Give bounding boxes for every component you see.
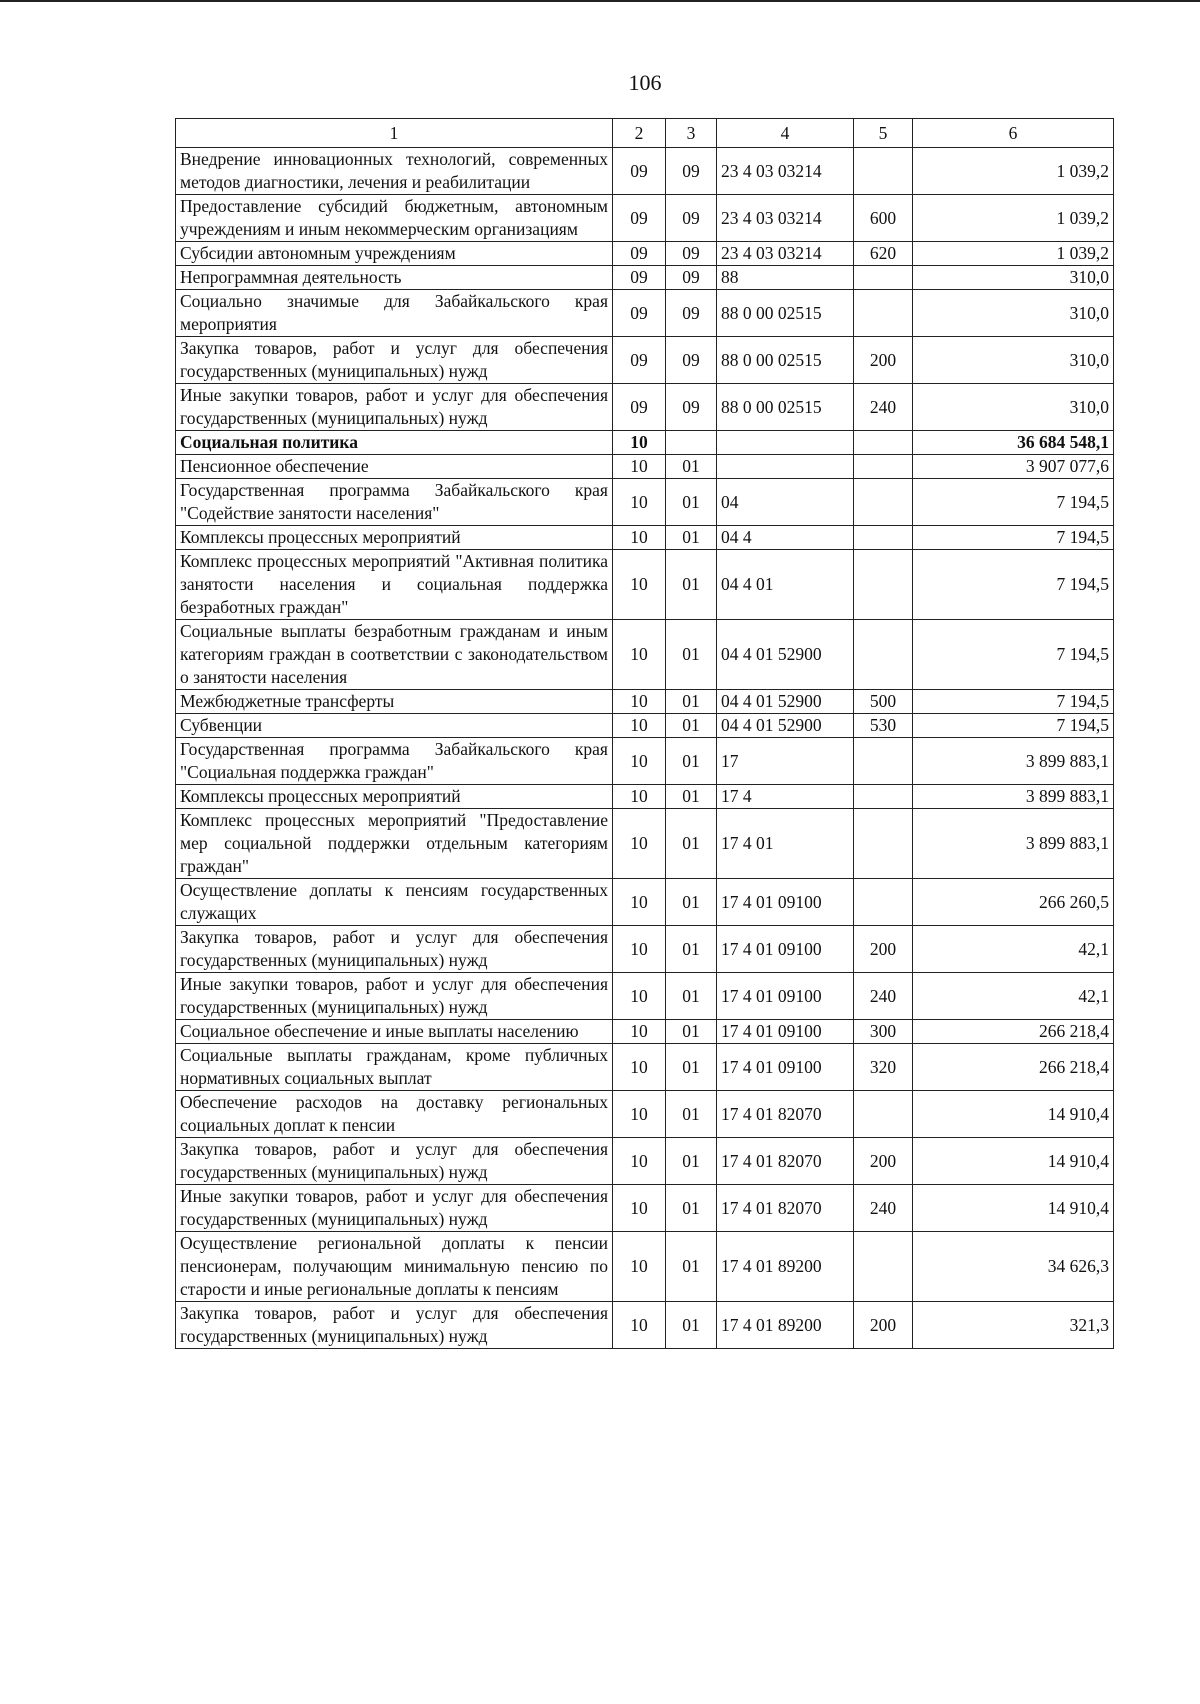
row-name-cell: Закупка товаров, работ и услуг для обеспечения государственных (муниципальных) нужд	[176, 337, 613, 384]
expense-type-cell	[854, 785, 913, 809]
amount-cell: 3 899 883,1	[913, 785, 1114, 809]
subsection-code-cell: 01	[666, 809, 717, 879]
subsection-code-cell: 09	[666, 337, 717, 384]
row-name-cell: Государственная программа Забайкальского края "Социальная поддержка граждан"	[176, 738, 613, 785]
target-article-cell: 88	[717, 266, 854, 290]
subsection-code-cell: 01	[666, 1020, 717, 1044]
subsection-code-cell: 01	[666, 1044, 717, 1091]
row-name-cell: Комплекс процессных мероприятий "Активная политика занятости населения и социальная поддержка безработных граждан"	[176, 550, 613, 620]
section-code-cell: 10	[613, 526, 666, 550]
subsection-code-cell: 09	[666, 266, 717, 290]
expense-type-cell	[854, 479, 913, 526]
section-code-cell: 10	[613, 550, 666, 620]
expense-type-cell	[854, 550, 913, 620]
row-name-cell: Субсидии автономным учреждениям	[176, 242, 613, 266]
row-name-cell: Иные закупки товаров, работ и услуг для обеспечения государственных (муниципальных) нужд	[176, 973, 613, 1020]
amount-cell: 7 194,5	[913, 690, 1114, 714]
expense-type-cell: 600	[854, 195, 913, 242]
expense-type-cell	[854, 879, 913, 926]
amount-cell: 310,0	[913, 337, 1114, 384]
section-code-cell: 10	[613, 785, 666, 809]
amount-cell: 14 910,4	[913, 1138, 1114, 1185]
target-article-cell: 17	[717, 738, 854, 785]
row-name-cell: Закупка товаров, работ и услуг для обеспечения государственных (муниципальных) нужд	[176, 1302, 613, 1349]
section-code-cell: 10	[613, 714, 666, 738]
table-row	[176, 926, 1114, 973]
expense-type-cell	[854, 455, 913, 479]
section-code-cell: 09	[613, 290, 666, 337]
row-name-cell: Социальные выплаты гражданам, кроме публичных нормативных социальных выплат	[176, 1044, 613, 1091]
row-name-cell: Межбюджетные трансферты	[176, 690, 613, 714]
row-name-cell: Обеспечение расходов на доставку региональных социальных доплат к пенсии	[176, 1091, 613, 1138]
target-article-cell: 23 4 03 03214	[717, 148, 854, 195]
row-name-cell: Осуществление доплаты к пенсиям государственных служащих	[176, 879, 613, 926]
expense-type-cell	[854, 1232, 913, 1302]
table-row	[176, 384, 1114, 431]
target-article-cell: 23 4 03 03214	[717, 195, 854, 242]
subsection-code-cell: 01	[666, 714, 717, 738]
column-header: 2	[613, 119, 666, 148]
expense-type-cell: 240	[854, 384, 913, 431]
table-row	[176, 431, 1114, 455]
section-code-cell: 09	[613, 384, 666, 431]
row-name-cell: Социальные выплаты безработным гражданам и иным категориям граждан в соответствии с законодательством о занятости населения	[176, 620, 613, 690]
subsection-code-cell: 01	[666, 1232, 717, 1302]
row-name-cell: Предоставление субсидий бюджетным, автономным учреждениям и иным некоммерческим организациям	[176, 195, 613, 242]
row-name-cell: Пенсионное обеспечение	[176, 455, 613, 479]
subsection-code-cell: 01	[666, 1302, 717, 1349]
subsection-code-cell: 01	[666, 1138, 717, 1185]
subsection-code-cell: 01	[666, 690, 717, 714]
expense-type-cell: 200	[854, 337, 913, 384]
row-name-cell: Комплексы процессных мероприятий	[176, 526, 613, 550]
target-article-cell	[717, 431, 854, 455]
amount-cell: 1 039,2	[913, 242, 1114, 266]
table-row	[176, 809, 1114, 879]
section-code-cell: 10	[613, 479, 666, 526]
top-border-line	[0, 0, 1200, 2]
amount-cell: 14 910,4	[913, 1185, 1114, 1232]
section-code-cell: 10	[613, 1232, 666, 1302]
table-row	[176, 690, 1114, 714]
expense-type-cell: 320	[854, 1044, 913, 1091]
subsection-code-cell: 09	[666, 242, 717, 266]
subsection-code-cell: 01	[666, 785, 717, 809]
row-name-cell: Осуществление региональной доплаты к пенсии пенсионерам, получающим минимальную пенсию по старости и иные региональные доплаты к пенсиям	[176, 1232, 613, 1302]
table-row	[176, 195, 1114, 242]
row-name-cell: Социально значимые для Забайкальского края мероприятия	[176, 290, 613, 337]
expense-type-cell: 500	[854, 690, 913, 714]
target-article-cell: 88 0 00 02515	[717, 290, 854, 337]
target-article-cell: 17 4 01 82070	[717, 1138, 854, 1185]
column-header: 6	[913, 119, 1114, 148]
section-code-cell: 10	[613, 809, 666, 879]
budget-table	[175, 118, 1114, 1349]
section-code-cell: 10	[613, 1302, 666, 1349]
subsection-code-cell: 01	[666, 479, 717, 526]
table-row	[176, 879, 1114, 926]
subsection-code-cell: 01	[666, 526, 717, 550]
subsection-code-cell: 01	[666, 550, 717, 620]
expense-type-cell	[854, 290, 913, 337]
subsection-code-cell: 01	[666, 455, 717, 479]
expense-type-cell: 200	[854, 926, 913, 973]
table-header-row	[176, 119, 1114, 148]
expense-type-cell	[854, 738, 913, 785]
subsection-code-cell: 09	[666, 290, 717, 337]
target-article-cell: 17 4	[717, 785, 854, 809]
row-name-cell: Закупка товаров, работ и услуг для обеспечения государственных (муниципальных) нужд	[176, 926, 613, 973]
table-row	[176, 242, 1114, 266]
table-row	[176, 1232, 1114, 1302]
row-name-cell: Закупка товаров, работ и услуг для обеспечения государственных (муниципальных) нужд	[176, 1138, 613, 1185]
section-code-cell: 10	[613, 1044, 666, 1091]
table-row	[176, 290, 1114, 337]
table-row	[176, 1185, 1114, 1232]
target-article-cell: 17 4 01 82070	[717, 1091, 854, 1138]
section-code-cell: 09	[613, 337, 666, 384]
amount-cell: 1 039,2	[913, 148, 1114, 195]
amount-cell: 266 218,4	[913, 1020, 1114, 1044]
target-article-cell: 04 4 01 52900	[717, 714, 854, 738]
table-body	[176, 148, 1114, 1349]
column-header: 5	[854, 119, 913, 148]
amount-cell: 266 260,5	[913, 879, 1114, 926]
row-name-cell: Государственная программа Забайкальского края "Содействие занятости населения"	[176, 479, 613, 526]
section-code-cell: 10	[613, 690, 666, 714]
target-article-cell: 04 4 01	[717, 550, 854, 620]
expense-type-cell	[854, 809, 913, 879]
section-code-cell: 10	[613, 973, 666, 1020]
expense-type-cell: 240	[854, 973, 913, 1020]
target-article-cell	[717, 455, 854, 479]
target-article-cell: 17 4 01 89200	[717, 1232, 854, 1302]
target-article-cell: 04 4 01 52900	[717, 620, 854, 690]
row-name-cell: Внедрение инновационных технологий, современных методов диагностики, лечения и реабилитации	[176, 148, 613, 195]
expense-type-cell	[854, 1091, 913, 1138]
amount-cell: 42,1	[913, 973, 1114, 1020]
amount-cell: 7 194,5	[913, 479, 1114, 526]
table-row	[176, 526, 1114, 550]
amount-cell: 3 907 077,6	[913, 455, 1114, 479]
section-code-cell: 10	[613, 879, 666, 926]
target-article-cell: 17 4 01 09100	[717, 1020, 854, 1044]
expense-type-cell: 200	[854, 1302, 913, 1349]
table-row	[176, 337, 1114, 384]
page-number: 106	[628, 70, 662, 95]
expense-type-cell	[854, 148, 913, 195]
expense-type-cell: 620	[854, 242, 913, 266]
row-name-cell: Субвенции	[176, 714, 613, 738]
target-article-cell: 17 4 01 89200	[717, 1302, 854, 1349]
subsection-code-cell: 01	[666, 973, 717, 1020]
subsection-code-cell: 09	[666, 384, 717, 431]
subsection-code-cell: 01	[666, 620, 717, 690]
amount-cell: 321,3	[913, 1302, 1114, 1349]
amount-cell: 310,0	[913, 384, 1114, 431]
expense-type-cell: 240	[854, 1185, 913, 1232]
amount-cell: 34 626,3	[913, 1232, 1114, 1302]
target-article-cell: 17 4 01 09100	[717, 879, 854, 926]
amount-cell: 7 194,5	[913, 526, 1114, 550]
row-name-cell: Социальная политика	[176, 431, 613, 455]
row-name-cell: Непрограммная деятельность	[176, 266, 613, 290]
amount-cell: 310,0	[913, 266, 1114, 290]
section-code-cell: 10	[613, 1138, 666, 1185]
target-article-cell: 17 4 01	[717, 809, 854, 879]
amount-cell: 7 194,5	[913, 714, 1114, 738]
table-row	[176, 550, 1114, 620]
amount-cell: 3 899 883,1	[913, 809, 1114, 879]
amount-cell: 36 684 548,1	[913, 431, 1114, 455]
table-row	[176, 1138, 1114, 1185]
table-row	[176, 1020, 1114, 1044]
amount-cell: 7 194,5	[913, 620, 1114, 690]
row-name-cell: Иные закупки товаров, работ и услуг для обеспечения государственных (муниципальных) нужд	[176, 384, 613, 431]
section-code-cell: 10	[613, 1185, 666, 1232]
table-row	[176, 785, 1114, 809]
amount-cell: 310,0	[913, 290, 1114, 337]
section-code-cell: 09	[613, 242, 666, 266]
subsection-code-cell: 01	[666, 879, 717, 926]
row-name-cell: Комплекс процессных мероприятий "Предоставление мер социальной поддержки отдельным категориям граждан"	[176, 809, 613, 879]
amount-cell: 14 910,4	[913, 1091, 1114, 1138]
row-name-cell: Социальное обеспечение и иные выплаты населению	[176, 1020, 613, 1044]
target-article-cell: 17 4 01 82070	[717, 1185, 854, 1232]
row-name-cell: Иные закупки товаров, работ и услуг для обеспечения государственных (муниципальных) нужд	[176, 1185, 613, 1232]
target-article-cell: 17 4 01 09100	[717, 926, 854, 973]
section-code-cell: 10	[613, 1091, 666, 1138]
expense-type-cell	[854, 526, 913, 550]
target-article-cell: 04 4 01 52900	[717, 690, 854, 714]
column-header: 3	[666, 119, 717, 148]
column-header: 1	[176, 119, 613, 148]
section-code-cell: 10	[613, 431, 666, 455]
subsection-code-cell: 01	[666, 1185, 717, 1232]
row-name-cell: Комплексы процессных мероприятий	[176, 785, 613, 809]
table-row	[176, 1091, 1114, 1138]
table-row	[176, 1302, 1114, 1349]
expense-type-cell	[854, 266, 913, 290]
expense-type-cell	[854, 620, 913, 690]
table-row	[176, 148, 1114, 195]
table-row	[176, 738, 1114, 785]
table-row	[176, 479, 1114, 526]
subsection-code-cell: 01	[666, 926, 717, 973]
target-article-cell: 23 4 03 03214	[717, 242, 854, 266]
expense-type-cell: 300	[854, 1020, 913, 1044]
table-row	[176, 973, 1114, 1020]
amount-cell: 7 194,5	[913, 550, 1114, 620]
amount-cell: 1 039,2	[913, 195, 1114, 242]
table-row	[176, 714, 1114, 738]
section-code-cell: 09	[613, 148, 666, 195]
table-row	[176, 455, 1114, 479]
subsection-code-cell: 09	[666, 148, 717, 195]
subsection-code-cell	[666, 431, 717, 455]
expense-type-cell: 200	[854, 1138, 913, 1185]
target-article-cell: 88 0 00 02515	[717, 384, 854, 431]
subsection-code-cell: 01	[666, 738, 717, 785]
section-code-cell: 10	[613, 926, 666, 973]
section-code-cell: 10	[613, 1020, 666, 1044]
target-article-cell: 17 4 01 09100	[717, 973, 854, 1020]
amount-cell: 266 218,4	[913, 1044, 1114, 1091]
subsection-code-cell: 01	[666, 1091, 717, 1138]
amount-cell: 3 899 883,1	[913, 738, 1114, 785]
section-code-cell: 10	[613, 620, 666, 690]
table-row	[176, 266, 1114, 290]
target-article-cell: 04 4	[717, 526, 854, 550]
subsection-code-cell: 09	[666, 195, 717, 242]
section-code-cell: 10	[613, 738, 666, 785]
amount-cell: 42,1	[913, 926, 1114, 973]
section-code-cell: 10	[613, 455, 666, 479]
expense-type-cell	[854, 431, 913, 455]
section-code-cell: 09	[613, 195, 666, 242]
column-header: 4	[717, 119, 854, 148]
table-row	[176, 620, 1114, 690]
section-code-cell: 09	[613, 266, 666, 290]
target-article-cell: 04	[717, 479, 854, 526]
target-article-cell: 17 4 01 09100	[717, 1044, 854, 1091]
target-article-cell: 88 0 00 02515	[717, 337, 854, 384]
table-row	[176, 1044, 1114, 1091]
expense-type-cell: 530	[854, 714, 913, 738]
